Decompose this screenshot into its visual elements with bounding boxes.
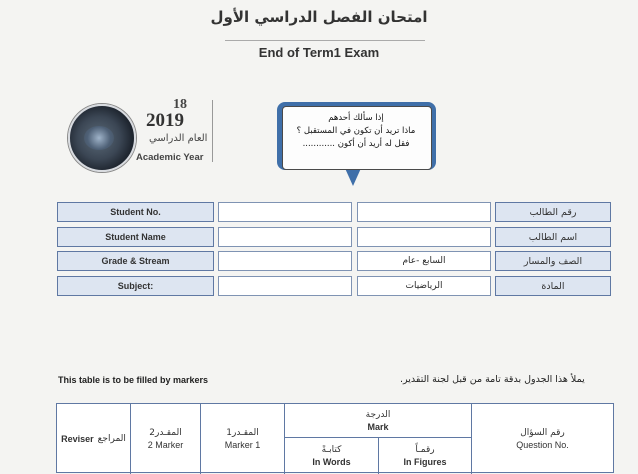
bubble-line-1: إذا سألك أحدهم bbox=[328, 113, 384, 123]
mark-header bbox=[285, 404, 472, 438]
student-no-field[interactable] bbox=[218, 202, 352, 222]
in-words-header bbox=[285, 438, 379, 474]
marks-table bbox=[56, 403, 614, 473]
year-start-suffix: 18 bbox=[173, 97, 187, 112]
subject-value[interactable]: الرياضيات bbox=[357, 276, 491, 296]
question-no-label-ar: رقم السؤال bbox=[520, 428, 565, 438]
school-logo-icon bbox=[68, 104, 136, 172]
exam-title-english: End of Term1 Exam bbox=[258, 45, 380, 60]
student-name-field[interactable] bbox=[218, 227, 352, 247]
marker1-label-en: Marker 1 bbox=[224, 440, 261, 450]
in-figures-header bbox=[379, 438, 472, 474]
reviser-label-en: Reviser bbox=[61, 434, 94, 444]
student-name-label-ar: اسم الطالب bbox=[495, 227, 611, 247]
in-figures-label-en: In Figures bbox=[403, 457, 447, 467]
reviser-label-ar: المراجع bbox=[97, 434, 126, 444]
bubble-line-3: فقل له أريد أن أكون ............ bbox=[302, 139, 410, 149]
marker1-label-ar: المقـدر1 bbox=[226, 428, 259, 438]
in-words-label-en: In Words bbox=[312, 457, 351, 467]
in-figures-label-ar: رقمـاً bbox=[415, 445, 435, 455]
subject-label-ar: المادة bbox=[495, 276, 611, 296]
mark-label-en: Mark bbox=[367, 421, 389, 432]
exam-title-arabic: امتحان الفصل الدراسي الأول bbox=[210, 8, 428, 26]
logo-divider bbox=[212, 100, 213, 162]
markers-note-english: This table is to be filled by markers bbox=[58, 375, 209, 385]
subject-label: Subject: bbox=[57, 276, 214, 296]
in-words-label-ar: كتابـةً bbox=[321, 445, 342, 455]
student-name-label: Student Name bbox=[57, 227, 214, 247]
student-no-label-ar: رقم الطالب bbox=[495, 202, 611, 222]
grade-stream-label: Grade & Stream bbox=[57, 251, 214, 271]
student-name-field-ar[interactable] bbox=[357, 227, 491, 247]
mark-label-ar: الدرجة bbox=[365, 409, 391, 420]
grade-stream-value[interactable]: السابع -عام bbox=[357, 251, 491, 271]
student-no-field-ar[interactable] bbox=[357, 202, 491, 222]
marker1-header bbox=[201, 404, 285, 474]
question-no-label-en: Question No. bbox=[516, 440, 569, 450]
academic-year-arabic: العام الدراسي bbox=[149, 133, 208, 144]
grade-stream-field[interactable] bbox=[218, 251, 352, 271]
student-no-label: Student No. bbox=[57, 202, 214, 222]
bubble-line-2: ماذا تريد أن تكون في المستقبل ؟ bbox=[296, 126, 416, 136]
marker2-label-ar: المقـدر2 bbox=[149, 428, 182, 438]
reviser-header bbox=[57, 404, 131, 474]
year-end: 2019 bbox=[146, 110, 184, 131]
marker2-header bbox=[131, 404, 201, 474]
question-no-header bbox=[472, 404, 613, 474]
title-divider bbox=[225, 40, 425, 41]
grade-stream-label-ar: الصف والمسار bbox=[495, 251, 611, 271]
subject-field[interactable] bbox=[218, 276, 352, 296]
academic-year-english: Academic Year bbox=[136, 152, 204, 163]
speech-bubble-text bbox=[282, 106, 430, 168]
markers-note-arabic: يملأ هذا الجدول بدقة تامة من قبل لجنة التقدير. bbox=[400, 374, 585, 385]
marker2-label-en: 2 Marker bbox=[147, 440, 184, 450]
